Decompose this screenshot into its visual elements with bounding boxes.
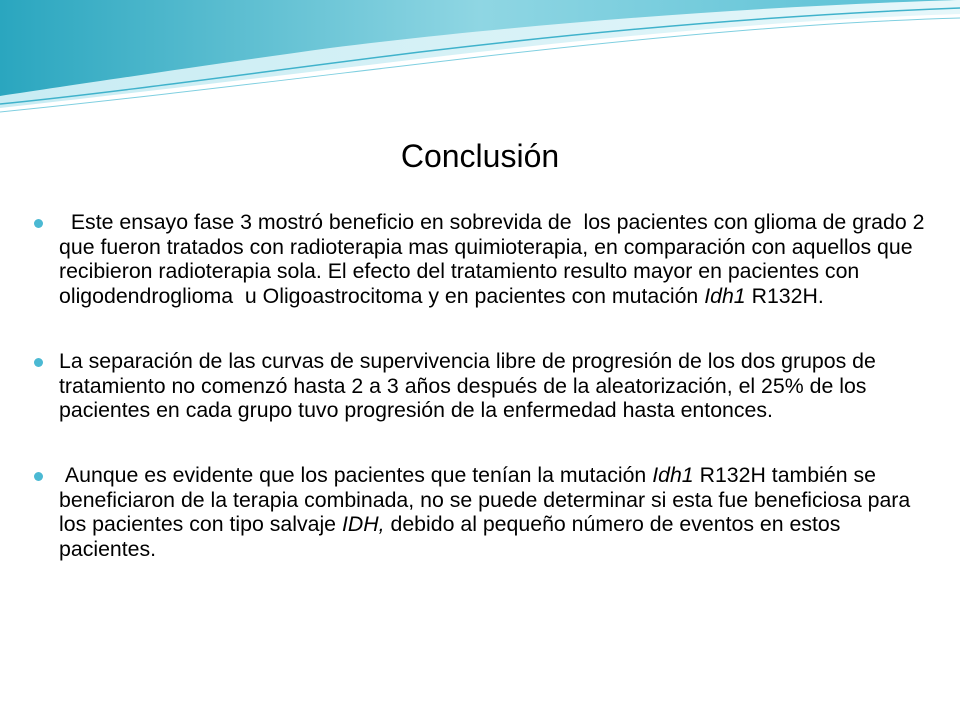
bullet-text [59, 463, 934, 562]
bullet-text-segment: debido al pequeño número de eventos en estos pacientes. [59, 512, 847, 562]
bullet-item [34, 349, 934, 423]
bullet-text-italic: IDH, [341, 512, 385, 537]
bullet-text-segment: Aunque es evidente que los pacientes que tenían la mutación [59, 462, 653, 487]
slide-title: Conclusión [400, 138, 560, 174]
header-wave-decoration [0, 0, 960, 120]
bullet-text-italic: Idh1 [652, 462, 694, 487]
bullet-text-segment: R132H. [745, 284, 824, 309]
bullet-list [34, 210, 934, 602]
bullet-text [59, 349, 934, 423]
bullet-item [34, 463, 934, 562]
bullet-text-segment: Este ensayo fase 3 mostró beneficio en sobrevida de los pacientes con glioma de grado 2 que fueron tratados con radioterapia mas quimioterapia, en comparación con aquellos que recibieron radioterapia sola. El efecto del tratamiento resulto mayor en pacientes con oligodendroglioma u Oligoastrocitoma y en pacientes con mutación [59, 210, 931, 309]
bullet-text [59, 210, 934, 309]
bullet-dot-icon [34, 472, 43, 481]
bullet-dot-icon [34, 219, 43, 228]
bullet-dot-icon [34, 358, 43, 367]
bullet-text-italic: Idh1 [704, 284, 746, 309]
bullet-text-segment: La separación de las curvas de supervivencia libre de progresión de los dos grupos de tratamiento no comenzó hasta 2 a 3 años después de la aleatorización, el 25% de los pacientes en cada grupo tuvo progresión de la enfermedad hasta entonces. [59, 348, 876, 423]
bullet-item [34, 210, 934, 309]
bullet-text-segment: R132H también se beneficiaron de la terapia combinada, no se puede determinar si esta fue beneficiosa para los pacientes con tipo salvaje [59, 462, 917, 537]
